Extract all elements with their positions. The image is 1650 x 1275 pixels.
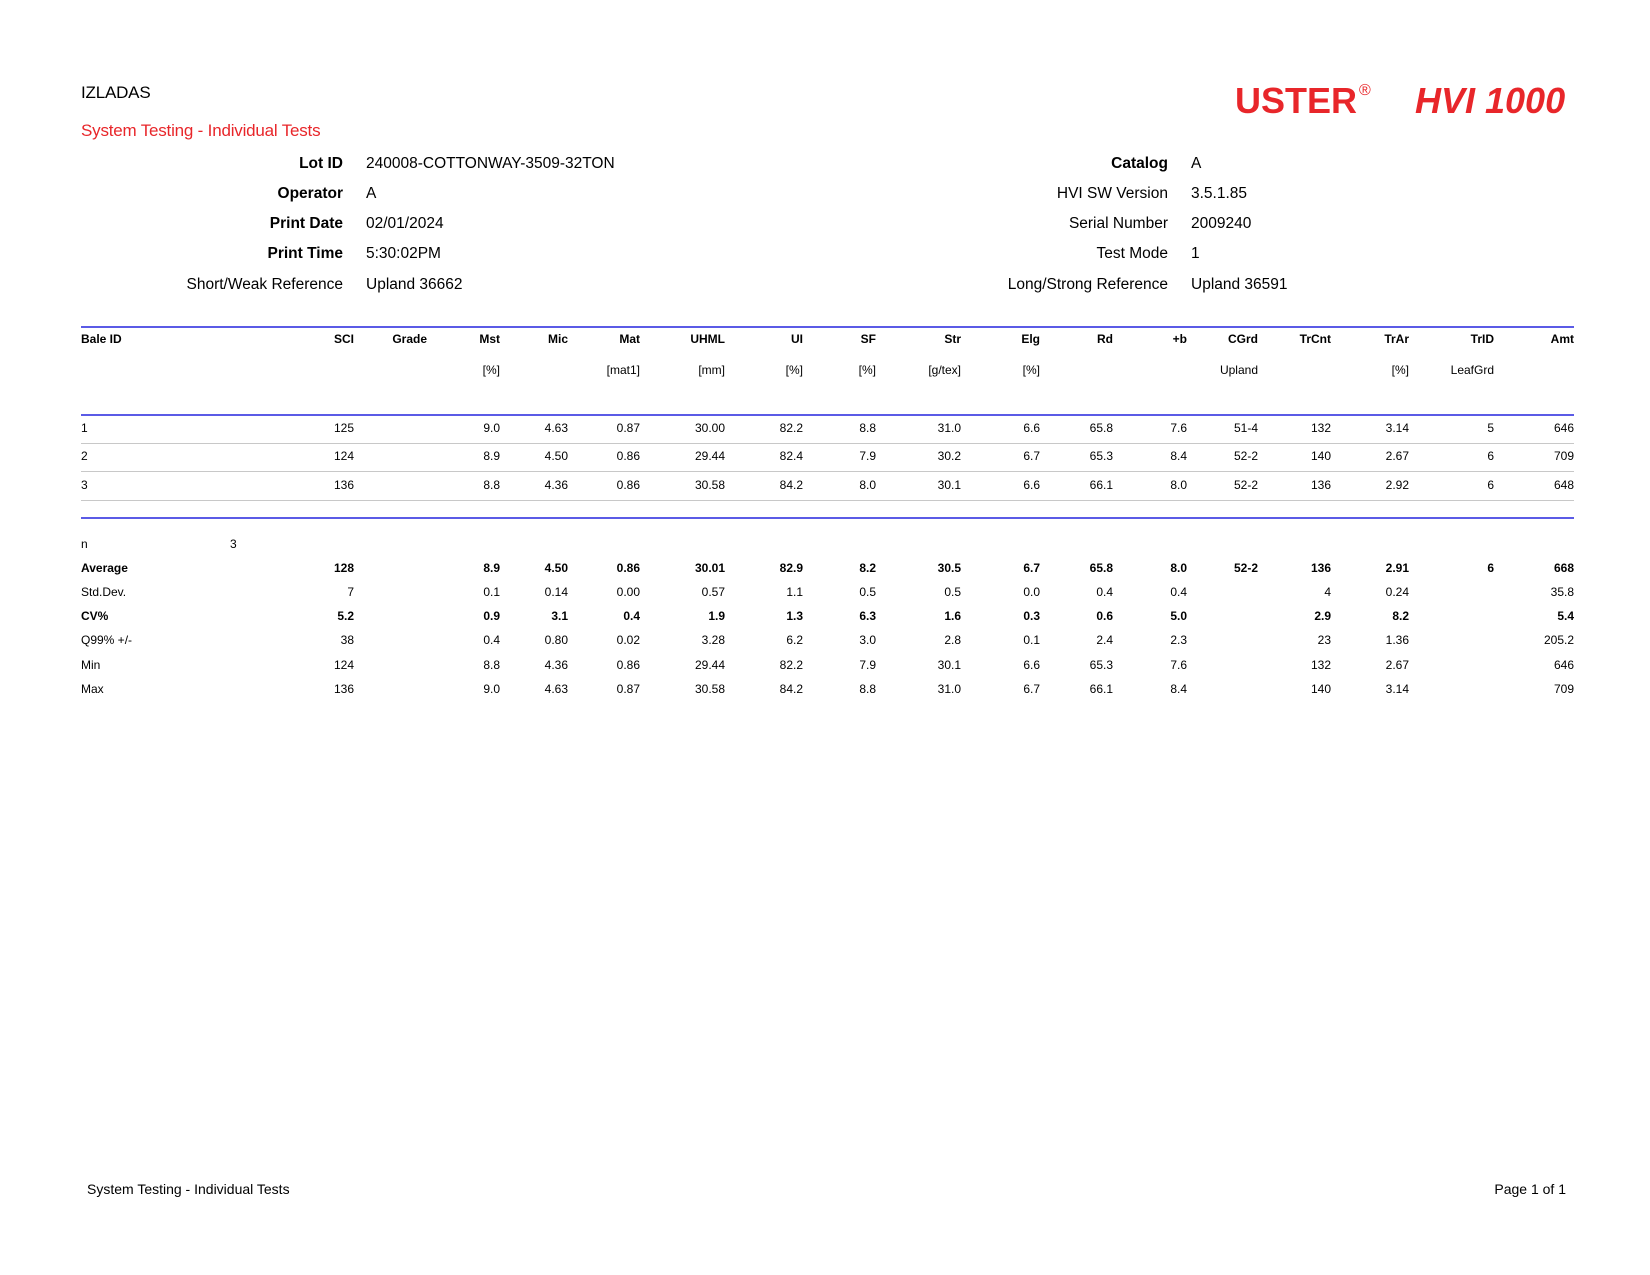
- info-value: A: [1191, 155, 1202, 172]
- stat-value: 0.3: [1023, 609, 1040, 623]
- stat-value: 2.8: [944, 633, 961, 647]
- registered-mark: ®: [1359, 82, 1371, 99]
- count-label: n: [81, 537, 88, 551]
- stat-value: 0.1: [483, 585, 500, 599]
- column-header-rd: Rd: [1097, 332, 1113, 346]
- column-header-trid: TrID: [1470, 332, 1494, 346]
- stat-value: 1.9: [708, 609, 725, 623]
- stat-value: 0.4: [1170, 585, 1187, 599]
- info-value: 5:30:02PM: [366, 245, 441, 262]
- stat-value: 2.3: [1170, 633, 1187, 647]
- stat-label: Std.Dev.: [81, 585, 127, 599]
- stat-value: 65.8: [1089, 561, 1113, 575]
- table-cell: 6: [1487, 449, 1494, 463]
- stat-value: 4.50: [544, 561, 568, 575]
- stat-value: 128: [333, 561, 354, 575]
- table-cell: 66.1: [1089, 478, 1113, 492]
- table-cell: 65.8: [1089, 421, 1113, 435]
- stat-value: 0.5: [944, 585, 961, 599]
- info-label: Long/Strong Reference: [1007, 276, 1168, 293]
- stat-value: 6: [1487, 561, 1494, 575]
- column-header-str: Str: [944, 332, 961, 346]
- table-cell: 5: [1487, 421, 1494, 435]
- stat-value: 0.4: [1096, 585, 1113, 599]
- stat-value: 5.0: [1170, 609, 1187, 623]
- stat-label: Max: [81, 682, 104, 696]
- stat-value: 0.00: [616, 585, 640, 599]
- table-cell: 31.0: [937, 421, 961, 435]
- stats-top-rule: [81, 517, 1574, 519]
- info-value: 1: [1191, 245, 1200, 262]
- stat-value: 668: [1553, 561, 1574, 575]
- stat-label: Q99% +/-: [81, 633, 133, 647]
- brand-logo: USTER: [1235, 80, 1358, 121]
- stat-value: 0.4: [483, 633, 500, 647]
- stat-value: 0.87: [616, 682, 640, 696]
- stat-value: 136: [1310, 561, 1331, 575]
- table-cell: 1: [81, 421, 88, 435]
- table-cell: 136: [1310, 478, 1331, 492]
- column-header-mic: Mic: [547, 332, 568, 346]
- stat-value: 1.1: [786, 585, 803, 599]
- table-cell: 84.2: [779, 478, 803, 492]
- table-cell: 52-2: [1233, 449, 1258, 463]
- info-value: A: [366, 185, 377, 202]
- stat-value: 0.0: [1023, 585, 1040, 599]
- column-header-b: +b: [1172, 332, 1187, 346]
- stat-value: 2.4: [1096, 633, 1113, 647]
- stat-value: 31.0: [937, 682, 961, 696]
- stat-value: 3.14: [1385, 682, 1409, 696]
- stat-value: 0.6: [1096, 609, 1113, 623]
- stat-value: 30.58: [694, 682, 725, 696]
- table-cell: 0.86: [616, 478, 640, 492]
- stat-value: 132: [1310, 658, 1331, 672]
- table-cell: 6.6: [1023, 478, 1040, 492]
- stat-label: Min: [81, 658, 101, 672]
- stat-value: 5.2: [337, 609, 354, 623]
- stat-value: 124: [333, 658, 354, 672]
- stat-value: 1.3: [786, 609, 803, 623]
- info-label: HVI SW Version: [1056, 185, 1168, 202]
- column-unit-elg: [%]: [1022, 363, 1040, 377]
- table-cell: 8.4: [1170, 449, 1187, 463]
- stat-value: 8.2: [859, 561, 876, 575]
- table-cell: 6.7: [1023, 449, 1040, 463]
- table-cell: 9.0: [483, 421, 500, 435]
- row-divider: [81, 471, 1574, 472]
- column-header-trcnt: TrCnt: [1299, 332, 1331, 346]
- table-cell: 8.0: [859, 478, 876, 492]
- table-cell: 3: [81, 478, 88, 492]
- stat-value: 7.9: [859, 658, 876, 672]
- table-cell: 52-2: [1233, 478, 1258, 492]
- column-header-mat: Mat: [619, 332, 640, 346]
- table-cell: 82.2: [779, 421, 803, 435]
- table-cell: 646: [1553, 421, 1574, 435]
- column-unit-str: [g/tex]: [928, 363, 961, 377]
- stat-value: 0.80: [544, 633, 568, 647]
- column-header-bale: Bale ID: [81, 332, 122, 346]
- column-header-ui: UI: [791, 332, 803, 346]
- stat-label: Average: [81, 561, 128, 575]
- info-value: Upland 36662: [366, 276, 463, 293]
- table-cell: 0.86: [616, 449, 640, 463]
- table-cell: 648: [1553, 478, 1574, 492]
- table-cell: 124: [333, 449, 354, 463]
- info-label: Print Date: [269, 215, 343, 232]
- table-cell: 30.00: [694, 421, 725, 435]
- stat-value: 4.63: [544, 682, 568, 696]
- stat-value: 1.6: [944, 609, 961, 623]
- stat-value: 0.86: [616, 561, 640, 575]
- stat-value: 7.6: [1170, 658, 1187, 672]
- info-value: 02/01/2024: [366, 215, 444, 232]
- column-unit-uhml: [mm]: [698, 363, 725, 377]
- stat-value: 30.01: [694, 561, 725, 575]
- table-cell: 30.58: [694, 478, 725, 492]
- table-cell: 51-4: [1233, 421, 1258, 435]
- row-divider: [81, 500, 1574, 501]
- stat-value: 0.4: [623, 609, 640, 623]
- stat-value: 136: [333, 682, 354, 696]
- stat-value: 4.36: [544, 658, 568, 672]
- stat-label: CV%: [81, 609, 109, 623]
- stat-value: 6.7: [1023, 561, 1040, 575]
- stat-value: 4: [1324, 585, 1331, 599]
- header-bottom-rule: [81, 414, 1574, 416]
- stat-value: 140: [1310, 682, 1331, 696]
- table-cell: 2: [81, 449, 88, 463]
- column-header-cgrd: CGrd: [1228, 332, 1258, 346]
- table-cell: 2.92: [1385, 478, 1409, 492]
- column-header-grade: Grade: [392, 332, 427, 346]
- table-cell: 8.0: [1170, 478, 1187, 492]
- table-cell: 3.14: [1385, 421, 1409, 435]
- stat-value: 30.1: [937, 658, 961, 672]
- stat-value: 0.24: [1385, 585, 1409, 599]
- info-label: Print Time: [267, 245, 343, 262]
- column-header-uhml: UHML: [690, 332, 725, 346]
- stat-value: 8.4: [1170, 682, 1187, 696]
- instrument-model: HVI 1000: [1415, 80, 1566, 121]
- stat-value: 9.0: [483, 682, 500, 696]
- column-unit-cgrd: Upland: [1219, 363, 1258, 377]
- column-header-sf: SF: [860, 332, 876, 346]
- page-number: Page 1 of 1: [1494, 1181, 1566, 1197]
- table-cell: 7.9: [859, 449, 876, 463]
- stat-value: 2.9: [1314, 609, 1331, 623]
- table-cell: 82.4: [779, 449, 803, 463]
- table-cell: 0.87: [616, 421, 640, 435]
- info-label: Lot ID: [299, 155, 343, 172]
- stat-value: 8.8: [859, 682, 876, 696]
- table-cell: 136: [333, 478, 354, 492]
- info-value: 240008-COTTONWAY-3509-32TON: [366, 155, 615, 172]
- stat-value: 6.7: [1023, 682, 1040, 696]
- column-unit-trar: [%]: [1391, 363, 1409, 377]
- column-header-sci: SCI: [333, 332, 354, 346]
- stat-value: 7: [347, 585, 354, 599]
- count-value: 3: [230, 537, 237, 551]
- table-cell: 2.67: [1385, 449, 1409, 463]
- stat-value: 38: [340, 633, 354, 647]
- table-cell: 65.3: [1089, 449, 1113, 463]
- stat-value: 0.14: [544, 585, 568, 599]
- stat-value: 0.9: [483, 609, 500, 623]
- table-cell: 132: [1310, 421, 1331, 435]
- stat-value: 3.0: [859, 633, 876, 647]
- table-cell: 4.63: [544, 421, 568, 435]
- column-header-trar: TrAr: [1384, 332, 1409, 346]
- column-unit-sf: [%]: [858, 363, 876, 377]
- stat-value: 6.3: [859, 609, 876, 623]
- table-cell: 6.6: [1023, 421, 1040, 435]
- stat-value: 205.2: [1543, 633, 1574, 647]
- stat-value: 3.1: [551, 609, 568, 623]
- stat-value: 8.9: [483, 561, 500, 575]
- stat-value: 65.3: [1089, 658, 1113, 672]
- stat-value: 0.02: [616, 633, 640, 647]
- stat-value: 0.1: [1023, 633, 1040, 647]
- info-label: Serial Number: [1068, 215, 1168, 232]
- stat-value: 84.2: [779, 682, 803, 696]
- table-cell: 125: [333, 421, 354, 435]
- stat-value: 8.0: [1170, 561, 1187, 575]
- info-value: 2009240: [1191, 215, 1252, 232]
- stat-value: 30.5: [937, 561, 961, 575]
- stat-value: 3.28: [701, 633, 725, 647]
- table-cell: 8.8: [483, 478, 500, 492]
- stat-value: 29.44: [694, 658, 725, 672]
- info-label: Test Mode: [1096, 245, 1168, 262]
- stat-value: 0.5: [859, 585, 876, 599]
- column-header-amt: Amt: [1550, 332, 1574, 346]
- table-cell: 4.36: [544, 478, 568, 492]
- table-cell: 4.50: [544, 449, 568, 463]
- stat-value: 646: [1553, 658, 1574, 672]
- table-cell: 30.1: [937, 478, 961, 492]
- stat-value: 6.6: [1023, 658, 1040, 672]
- table-cell: 140: [1310, 449, 1331, 463]
- footer-title: System Testing - Individual Tests: [87, 1181, 290, 1197]
- table-top-rule: [81, 326, 1574, 328]
- company-name: IZLADAS: [81, 83, 151, 102]
- stat-value: 66.1: [1089, 682, 1113, 696]
- table-cell: 7.6: [1170, 421, 1187, 435]
- stat-value: 0.57: [701, 585, 725, 599]
- info-label: Operator: [277, 185, 343, 202]
- info-value: 3.5.1.85: [1191, 185, 1248, 202]
- column-header-elg: Elg: [1021, 332, 1040, 346]
- table-cell: 8.9: [483, 449, 500, 463]
- stat-value: 5.4: [1557, 609, 1574, 623]
- stat-value: 35.8: [1550, 585, 1574, 599]
- column-unit-mst: [%]: [482, 363, 500, 377]
- row-divider: [81, 443, 1574, 444]
- stat-value: 8.2: [1392, 609, 1409, 623]
- table-cell: 6: [1487, 478, 1494, 492]
- column-unit-mat: [mat1]: [606, 363, 640, 377]
- info-label: Catalog: [1111, 155, 1168, 172]
- table-cell: 709: [1553, 449, 1574, 463]
- stat-value: 8.8: [483, 658, 500, 672]
- stat-value: 2.91: [1385, 561, 1409, 575]
- table-cell: 8.8: [859, 421, 876, 435]
- stat-value: 23: [1317, 633, 1331, 647]
- column-unit-trid: LeafGrd: [1450, 363, 1494, 377]
- report-title: System Testing - Individual Tests: [81, 121, 321, 140]
- table-cell: 30.2: [937, 449, 961, 463]
- table-cell: 29.44: [694, 449, 725, 463]
- stat-value: 1.36: [1385, 633, 1409, 647]
- stat-value: 6.2: [786, 633, 803, 647]
- stat-value: 2.67: [1385, 658, 1409, 672]
- stat-value: 52-2: [1233, 561, 1258, 575]
- column-unit-ui: [%]: [785, 363, 803, 377]
- stat-value: 82.2: [779, 658, 803, 672]
- stat-value: 0.86: [616, 658, 640, 672]
- stat-value: 82.9: [779, 561, 803, 575]
- column-header-mst: Mst: [479, 332, 500, 346]
- info-label: Short/Weak Reference: [186, 276, 343, 293]
- stat-value: 709: [1553, 682, 1574, 696]
- info-value: Upland 36591: [1191, 276, 1288, 293]
